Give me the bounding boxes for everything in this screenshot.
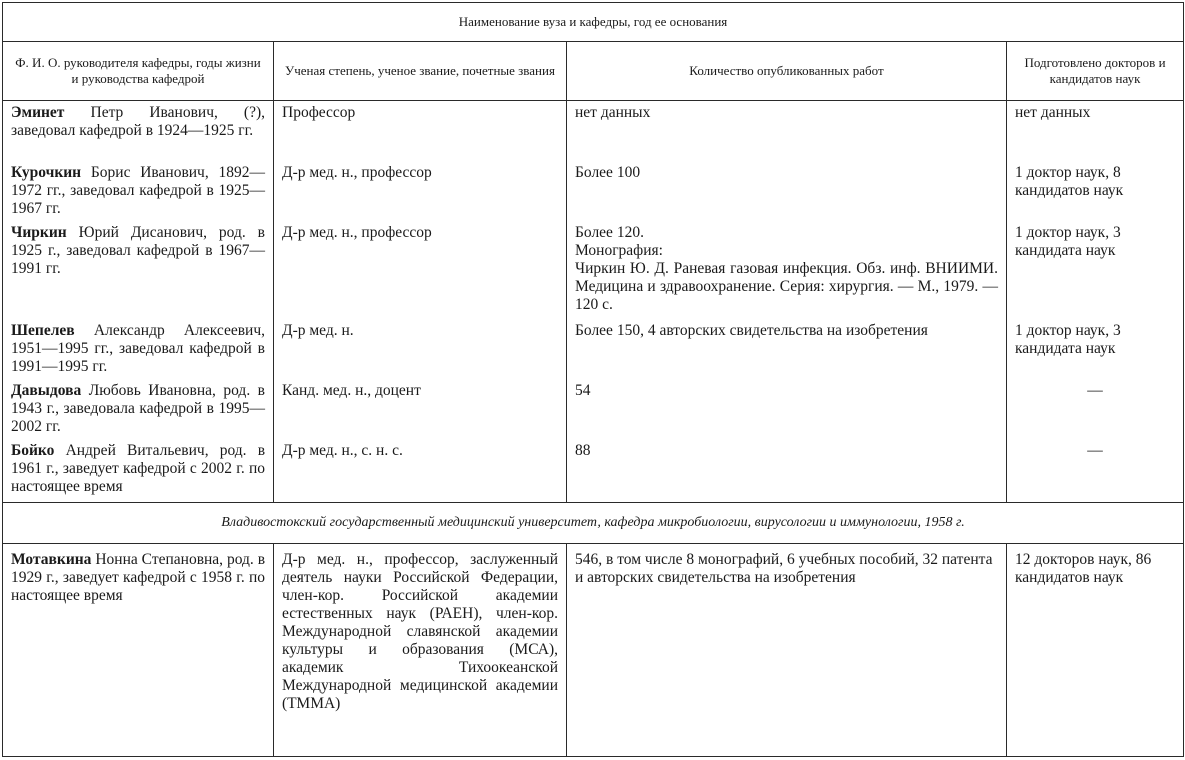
degree-column [274,101,567,503]
section-title: Владивостокский государственный медицинский университет, кафедра микробиологии, вирусологии и иммунологии, 1958 г. [3,503,1184,544]
degree-cell: Д-р мед. н., профессор, заслуженный деятель науки Российской Федерации, член-кор. Российской академии естественных наук (РАЕН), член-кор. Международной славянской академии культуры и образования (МСА), академик Тихоокеанской Международной медицинской академии (ТММА) [282,551,558,712]
head-bio: Александр Алексеевич, 1951—1995 гг., заведовал кафедрой в 1991—1995 гг. [11,322,265,375]
column-header-degree: Ученая степень, ученое звание, почетные звания [274,42,567,101]
section-degree-cell [274,544,567,757]
head-name: Мотавкина [11,551,92,568]
list-item [3,322,273,382]
section-works-cell [567,544,1007,757]
prepared-cell: 12 докторов наук, 86 кандидатов наук [1015,551,1152,586]
prepared-cell: 1 доктор наук, 8 кандидатов наук [1015,164,1124,199]
list-item [3,544,273,605]
prepared-cell: нет данных [1015,104,1091,121]
head-bio: Андрей Витальевич, род. в 1961 г., заведует кафедрой с 2002 г. по настоящее время [11,442,266,495]
table-title: Наименование вуза и кафедры, год ее основания [3,3,1184,42]
head-bio: Борис Иванович, 1892—1972 гг., заведовал кафедрой в 1925—1967 гг. [11,164,265,217]
works-monograph-citation: Чиркин Ю. Д. Раневая газовая инфекция. Обз. инф. ВНИИМИ. Медицина и здравоохранение. Серия: хирургия. — М., 1979. — 120 с. [575,260,998,313]
prepared-column [1007,101,1184,503]
head-name: Курочкин [11,164,82,181]
section-head-cell [3,544,274,757]
works-cell: Более 150, 4 авторских свидетельства на изобретения [575,322,928,339]
column-header-prepared: Подготовлено докторов и кандидатов наук [1007,42,1184,101]
list-item [3,164,273,224]
section-prepared-cell [1007,544,1184,757]
head-bio: Любовь Ивановна, род. в 1943 г., заведовала кафедрой в 1995—2002 гг. [11,382,265,435]
list-item [3,442,273,502]
head-name: Бойко [11,442,55,459]
prepared-cell: 1 доктор наук, 3 кандидата наук [1015,224,1121,259]
degree-cell: Д-р мед. н. [282,322,354,339]
works-cell: 54 [575,382,591,399]
degree-cell: Канд. мед. н., доцент [282,382,421,399]
head-bio: Петр Иванович, (?), заведовал кафедрой в 1924—1925 гг. [11,104,265,139]
degree-cell: Д-р мед. н., профессор [282,224,432,241]
prepared-cell: — [1087,442,1103,459]
works-cell: нет данных [575,104,651,121]
table-body-row [3,101,1184,503]
works-count: Более 120. [575,224,644,241]
works-monograph-label: Монография: [575,242,663,259]
table-title-row [3,3,1184,42]
works-cell [567,224,1006,322]
degree-cell: Д-р мед. н., профессор [282,164,432,181]
works-cell: 88 [575,442,591,459]
works-column [567,101,1007,503]
column-header-head: Ф. И. О. руководителя кафедры, годы жизни и руководства кафедрой [3,42,274,101]
prepared-cell: — [1087,382,1103,399]
column-header-row [3,42,1184,101]
works-cell: Более 100 [575,164,641,181]
list-item [3,101,273,164]
head-name: Давыдова [11,382,82,399]
list-item [3,382,273,442]
section-body-row [3,544,1184,757]
head-name: Шепелев [11,322,75,339]
heads-column [3,101,274,503]
degree-cell: Д-р мед. н., с. н. с. [282,442,403,459]
head-bio: Юрий Дисанович, род. в 1925 г., заведовал кафедрой в 1967—1991 гг. [11,224,265,277]
faculty-table [2,2,1184,757]
degree-cell: Профессор [282,104,356,121]
works-cell: 546, в том числе 8 монографий, 6 учебных пособий, 32 патента и авторских свидетельства на изобретения [575,551,993,586]
head-name: Эминет [11,104,65,121]
prepared-cell: 1 доктор наук, 3 кандидата наук [1015,322,1121,357]
head-name: Чиркин [11,224,67,241]
column-header-works: Количество опубликованных работ [567,42,1007,101]
section-title-row [3,503,1184,544]
list-item [3,224,273,322]
head-bio: Нонна Степановна, род. в 1929 г., заведует кафедрой с 1958 г. по настоящее время [11,551,266,604]
